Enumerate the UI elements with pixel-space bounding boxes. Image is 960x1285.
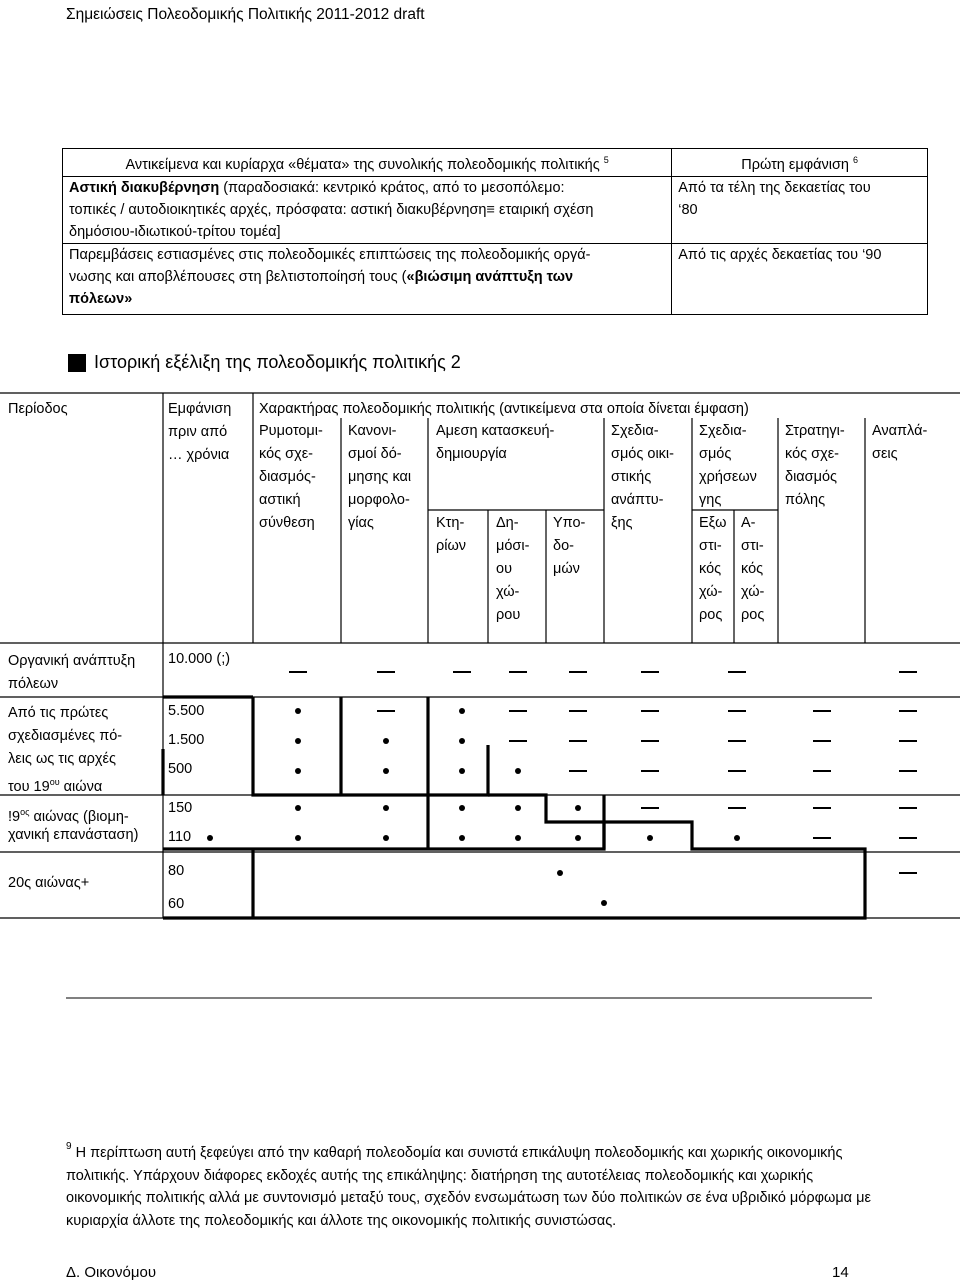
outer-space-col-line-1: Εξω	[699, 515, 727, 531]
dash-mark	[899, 671, 917, 673]
outer-space-col-line-2: στι-	[699, 538, 722, 554]
dash-mark	[899, 770, 917, 772]
regeneration-col-line-1: Αναπλά-	[872, 423, 928, 439]
bullet-dot-mark	[459, 805, 465, 811]
bullet-dot-mark	[207, 835, 213, 841]
infrastructure-col-line-2: δο-	[553, 538, 574, 554]
appearance-header-line-3: … χρόνια	[168, 447, 230, 463]
strategic-col-line-1: Στρατηγι-	[785, 423, 845, 439]
dash-mark	[509, 671, 527, 673]
land-use-col-line-4: γης	[699, 492, 722, 508]
regulations-col-line-4: μορφολο-	[348, 492, 410, 508]
regulations-col-line-3: μησης και	[348, 469, 412, 485]
period-header: Περίοδος	[8, 401, 68, 417]
dash-mark	[813, 710, 831, 712]
period-label: πόλεων	[8, 676, 59, 692]
dash-mark	[569, 740, 587, 742]
public-space-col-line-5: ρου	[496, 607, 521, 623]
buildings-col-line-2: ρίων	[436, 538, 467, 554]
outer-space-col-line-3: κός	[699, 561, 722, 577]
appearance-value: 80	[168, 863, 185, 879]
period-label: $!9^{o\varsigma}$ αιώνας (βιομη-	[8, 807, 129, 825]
bullet-dot-mark	[459, 738, 465, 744]
dash-mark	[569, 770, 587, 772]
dash-mark	[641, 671, 659, 673]
dash-mark	[377, 710, 395, 712]
appearance-value: 10.000 (;)	[168, 651, 231, 667]
dash-mark	[641, 740, 659, 742]
dash-mark	[453, 671, 471, 673]
dash-mark	[509, 710, 527, 712]
section-heading-text: Ιστορική εξέλιξη της πολεοδομικής πολιτικής 2	[94, 352, 461, 372]
dash-mark	[728, 740, 746, 742]
dash-mark	[641, 710, 659, 712]
topics-header-cell: Αντικείμενα και κυρίαρχα «θέματα» της συνολικής πολεοδομικής πολιτικής $^5$	[63, 149, 672, 177]
dash-mark	[813, 770, 831, 772]
public-space-col-line-1: Δη-	[496, 515, 519, 531]
urban-form-col-line-1: Ρυμοτομι-	[259, 423, 323, 439]
dash-mark	[728, 671, 746, 673]
period-label: του $19^{o\upsilon}$ αιώνα	[8, 777, 103, 795]
topics-table-row	[63, 176, 928, 243]
topics-table-header-row	[63, 149, 928, 177]
appearance-header-line-1: Εμφάνιση	[168, 401, 232, 417]
urban-space-col-line-1: Α-	[741, 515, 756, 531]
bullet-dot-mark	[557, 870, 563, 876]
urban-space-col-line-3: κός	[741, 561, 764, 577]
bullet-dot-mark	[515, 805, 521, 811]
dash-mark	[509, 740, 527, 742]
appearance-value: 60	[168, 896, 185, 912]
dash-mark	[899, 807, 917, 809]
period-label: Από τις πρώτες	[8, 705, 109, 721]
urban-form-col-line-5: σύνθεση	[259, 515, 315, 531]
bullet-dot-mark	[575, 805, 581, 811]
bullet-dot-mark	[515, 768, 521, 774]
dash-mark	[899, 740, 917, 742]
dash-mark	[728, 770, 746, 772]
appearance-value: 150	[168, 800, 193, 816]
bullet-dot-mark	[295, 768, 301, 774]
governance-appearance-cell: Από τα τέλη της δεκαετίας του ‘80	[672, 176, 928, 243]
bullet-dot-mark	[515, 835, 521, 841]
dash-mark	[289, 671, 307, 673]
bullet-dot-mark	[601, 900, 607, 906]
footnote	[66, 1136, 886, 1232]
dash-mark	[899, 872, 917, 874]
urban-space-col-line-2: στι-	[741, 538, 764, 554]
document-header-title: Σημειώσεις Πολεοδομικής Πολιτικής 2011-2012 draft	[66, 6, 425, 23]
bullet-dot-mark	[734, 835, 740, 841]
dash-mark	[813, 807, 831, 809]
bullet-dot-mark	[459, 708, 465, 714]
bullet-dot-mark	[459, 835, 465, 841]
regeneration-col-line-2: σεις	[872, 446, 898, 462]
bullet-dot-mark	[295, 805, 301, 811]
land-use-col-line-3: χρήσεων	[699, 469, 757, 485]
footer-author: Δ. Οικονόμου	[66, 1264, 157, 1281]
outer-space-col-line-4: χώ-	[699, 584, 723, 600]
bullet-dot-mark	[295, 835, 301, 841]
dash-mark	[641, 807, 659, 809]
footnote-number: 9	[66, 1141, 72, 1152]
dash-mark	[569, 671, 587, 673]
dash-mark	[899, 837, 917, 839]
bullet-dot-mark	[383, 805, 389, 811]
dash-mark	[728, 807, 746, 809]
dash-mark	[728, 710, 746, 712]
urban-space-col-line-5: ρος	[741, 607, 765, 623]
footer-page-number: 14	[832, 1264, 849, 1281]
regulations-col-line-1: Κανονι-	[348, 423, 397, 439]
regulations-col-line-2: σμοί δό-	[348, 446, 402, 462]
urban-form-col-line-2: κός σχε-	[259, 446, 314, 462]
strategic-col-line-2: κός σχε-	[785, 446, 840, 462]
land-use-col-line-1: Σχεδια-	[699, 423, 747, 439]
appearance-value: 1.500	[168, 732, 205, 748]
bullet-dot-mark	[383, 835, 389, 841]
governance-topic-cell: Αστική διακυβέρνηση (παραδοσιακά: κεντρικό κράτος, από το μεσοπόλεμο: τοπικές / αυτοδιοικητικές αρχές, πρόσφατα: αστική διακυβέρνηση≡ εταιρική σχέση δημόσιου-ιδιωτικού-τρίτου τομέα]	[63, 176, 672, 243]
section-heading	[68, 352, 461, 373]
appearance-value: 500	[168, 761, 193, 777]
appearance-value: 110	[168, 829, 192, 845]
infrastructure-col-line-1: Υπο-	[553, 515, 586, 531]
regulations-col-line-5: γίας	[348, 515, 374, 531]
strategic-col-line-3: διασμός	[785, 469, 838, 485]
dash-mark	[377, 671, 395, 673]
outer-space-col-line-5: ρος	[699, 607, 723, 623]
period-label: Οργανική ανάπτυξη	[8, 653, 136, 669]
residential-col-line-4: ανάπτυ-	[611, 492, 664, 508]
dash-mark	[641, 770, 659, 772]
sustainability-topic-cell: Παρεμβάσεις εστιασμένες στις πολεοδομικές επιπτώσεις της πολεοδομικής οργά- νωσης και αποβλέπουσες στη βελτιστοποίησή τους («βιώσιμη ανάπτυξη των πόλεων»	[63, 243, 672, 314]
bullet-dot-mark	[383, 738, 389, 744]
direct-construction-col-line-2: δημιουργία	[436, 446, 507, 462]
residential-col-line-3: στικής	[611, 469, 652, 485]
dash-mark	[899, 710, 917, 712]
period-label: λεις ως τις αρχές	[8, 751, 116, 767]
urban-space-col-line-4: χώ-	[741, 584, 765, 600]
direct-construction-col-line-1: Αμεση κατασκευή-	[436, 423, 555, 439]
infrastructure-col-line-3: μών	[553, 561, 580, 577]
residential-col-line-5: ξης	[611, 515, 633, 531]
bullet-dot-mark	[383, 768, 389, 774]
appearance-header-line-2: πριν από	[168, 424, 228, 440]
bullet-dot-mark	[459, 768, 465, 774]
first-appearance-header-cell: Πρώτη εμφάνιση $^6$	[672, 149, 928, 177]
sustainability-appearance-cell: Από τις αρχές δεκαετίας του ‘90	[672, 243, 928, 314]
public-space-col-line-3: ου	[496, 561, 512, 577]
period-label: σχεδιασμένες πό-	[8, 728, 123, 744]
residential-col-line-2: σμός οικι-	[611, 446, 674, 462]
black-square-bullet-icon	[68, 354, 86, 372]
public-space-col-line-2: μόσι-	[496, 538, 530, 554]
urban-form-col-line-3: διασμός-	[259, 469, 316, 485]
strategic-col-line-4: πόλης	[785, 492, 826, 508]
bullet-dot-mark	[295, 738, 301, 744]
topics-table	[62, 148, 928, 315]
public-space-col-line-4: χώ-	[496, 584, 520, 600]
appearance-value: 5.500	[168, 703, 205, 719]
urban-form-col-line-4: αστική	[259, 492, 301, 508]
dash-mark	[813, 740, 831, 742]
period-label: χανική επανάσταση)	[8, 827, 139, 843]
period-label: 20ς αιώνας+	[8, 875, 90, 891]
character-header: Χαρακτήρας πολεοδομικής πολιτικής (αντικείμενα στα οποία δίνεται έμφαση)	[259, 401, 749, 417]
bullet-dot-mark	[295, 708, 301, 714]
residential-col-line-1: Σχεδια-	[611, 423, 659, 439]
land-use-col-line-2: σμός	[699, 446, 732, 462]
dash-mark	[569, 710, 587, 712]
topics-table-row	[63, 243, 928, 314]
bullet-dot-mark	[575, 835, 581, 841]
footnote-text: Η περίπτωση αυτή ξεφεύγει από την καθαρή πολεοδομία και συνιστά επικάλυψη πολεοδομικής και χωρικής οικονομικής πολιτικής. Υπάρχουν διάφορες εκδοχές αυτής της επικάληψης: διατήρηση της αυτοτέλειας πολεοδομικής και χωρικής οικονομικής πολιτικής αλλά με συντονισμό μεταξύ τους, σχεδόν ενσωμάτωση των δύο πολιτικών σε ένα υβριδικό μόρφωμα με κυριαρχία άλλοτε της πολεοδομικής και άλλοτε της οικονομικής πολιτικής συνιστώσας.	[66, 1145, 871, 1229]
bullet-dot-mark	[647, 835, 653, 841]
buildings-col-line-1: Κτη-	[436, 515, 465, 531]
dash-mark	[813, 837, 831, 839]
